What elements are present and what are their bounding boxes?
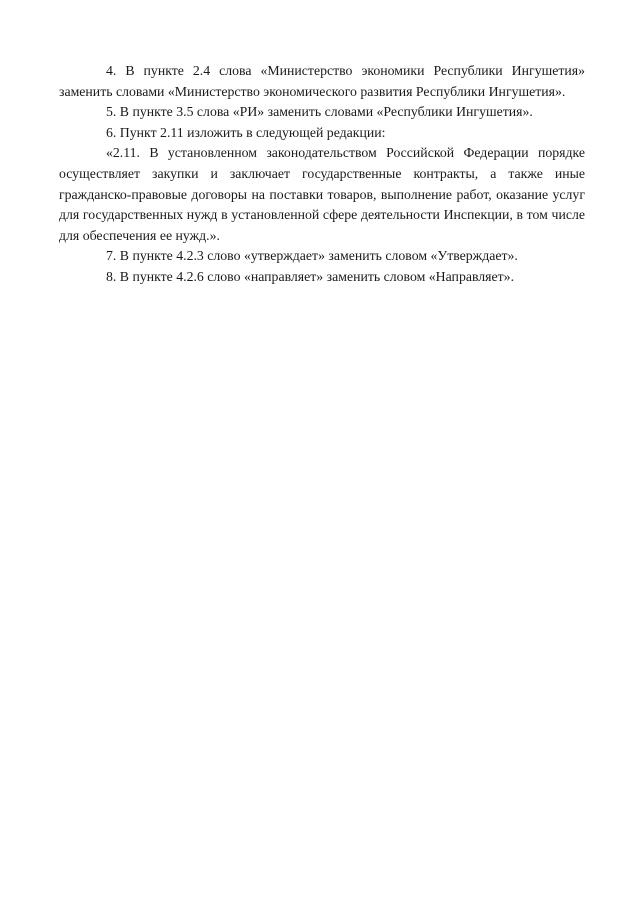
amendment-item-8: 8. В пункте 4.2.6 слово «направляет» заменить словом «Направляет». [106,268,515,284]
amendment-item-6-text: «2.11. В установленном законодательством Российской Федерации порядке осуществляет закупки и заключает государственные контракты, а также иные гражданско-правовые договоры на поставки товаров, выполнение работ, оказание услуг для государственных нужд в установленной сфере деятельности Инспекции, в том числе для обеспечения ее нужд.». [59,145,585,243]
amendment-item-4: 4. В пункте 2.4 слова «Министерство экономики Республики Ингушетия» заменить словами «Министерство экономического развития Республики Ингушетия». [59,63,585,99]
amendment-item-5: 5. В пункте 3.5 слова «РИ» заменить словами «Республики Ингушетия». [106,104,533,120]
document-body [59,61,585,288]
amendment-item-7: 7. В пункте 4.2.3 слово «утверждает» заменить словом «Утверждает». [106,248,518,264]
amendment-item-6: 6. Пункт 2.11 изложить в следующей редакции: [106,124,386,140]
